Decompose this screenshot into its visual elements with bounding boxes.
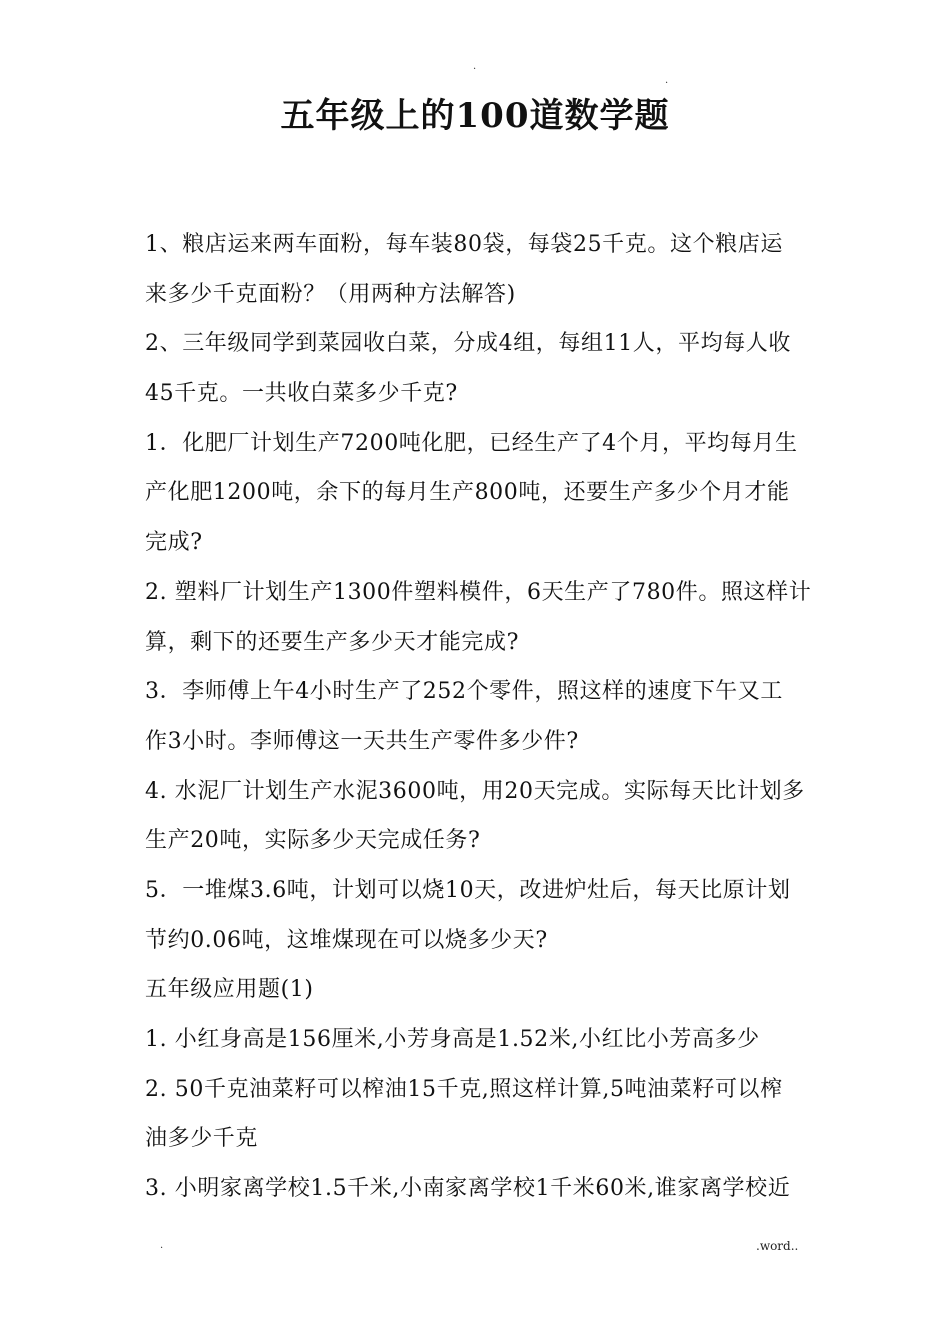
page-title: 五年级上的100道数学题 (280, 96, 670, 136)
text-line: 作3小时。李师傅这一天共生产零件多少件? (145, 728, 579, 754)
text-line: 3. 小明家离学校1.5千米,小南家离学校1千米60米,谁家离学校近 (145, 1176, 791, 1202)
problem-text-body (145, 220, 815, 1214)
header-dot-right: . (665, 75, 669, 86)
text-line: 1. 小红身高是156厘米,小芳身高是1.52米,小红比小芳高多少 (145, 1027, 760, 1052)
text-line: 算，剩下的还要生产多少天才能完成? (145, 629, 519, 655)
text-line: 节约0.06吨，这堆煤现在可以烧多少天? (145, 927, 548, 953)
text-line: 来多少千克面粉？（用两种方法解答) (145, 281, 516, 307)
text-line: 45千克。一共收白菜多少千克? (145, 381, 458, 407)
text-line: 油多少千克 (145, 1126, 259, 1152)
text-line: 5．一堆煤3.6吨，计划可以烧10天，改进炉灶后，每天比原计划 (145, 877, 791, 903)
text-line: 生产20吨，实际多少天完成任务? (145, 828, 481, 854)
text-line: 2. 50千克油菜籽可以榨油15千克,照这样计算,5吨油菜籽可以榨 (145, 1076, 783, 1102)
text-line: 1．化肥厂计划生产7200吨化肥，已经生产了4个月，平均每月生 (145, 430, 798, 456)
text-line: 完成? (145, 530, 203, 556)
text-line: 1、粮店运来两车面粉，每车装80袋，每袋25千克。这个粮店运 (145, 232, 783, 257)
footer-word-label: .word.. (756, 1239, 799, 1253)
text-line: 2. 塑料厂计划生产1300件塑料模件，6天生产了780件。照这样计 (145, 579, 812, 605)
text-line: 3．李师傅上午4小时生产了252个零件，照这样的速度下午又工 (145, 679, 783, 705)
text-line: 4. 水泥厂计划生产水泥3600吨，用20天完成。实际每天比计划多 (145, 778, 805, 804)
header-dot-center: . (473, 61, 477, 72)
section-heading: 五年级应用题(1) (145, 977, 314, 1003)
text-line: 2、三年级同学到菜园收白菜，分成4组，每组11人，平均每人收 (145, 331, 791, 357)
footer-dot: . (160, 1240, 164, 1251)
text-line: 产化肥1200吨，余下的每月生产800吨，还要生产多少个月才能 (145, 480, 790, 506)
